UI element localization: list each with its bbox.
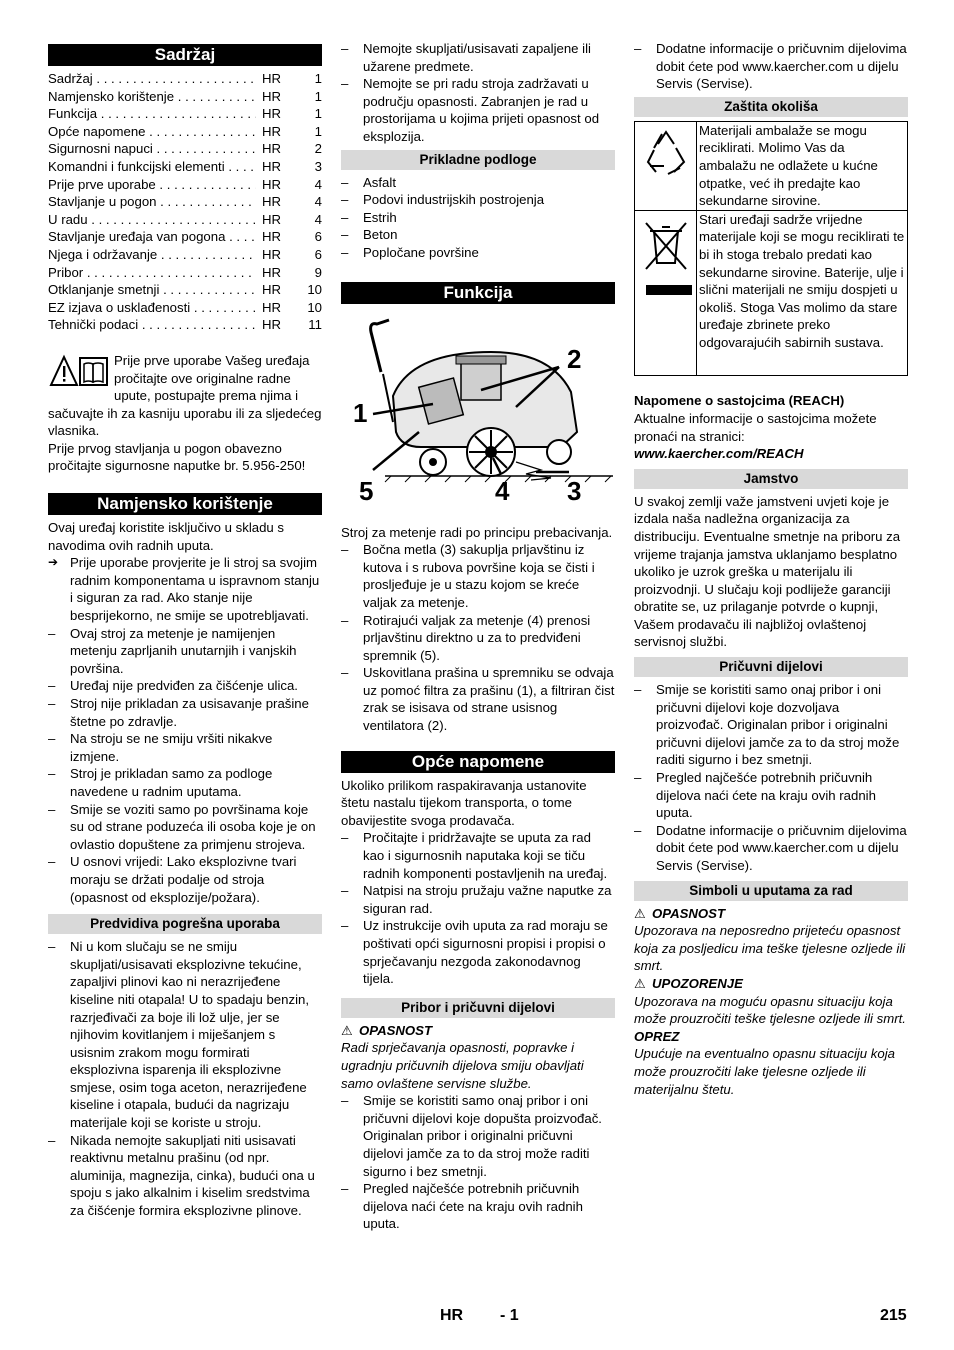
function-list (341, 541, 615, 735)
warranty-heading: Jamstvo (634, 469, 908, 489)
misuse-list (48, 938, 322, 1220)
toc-entry-lang: HR (262, 246, 282, 262)
use-heading: Namjensko korištenje (48, 493, 322, 515)
function-list-item: – Rotirajući valjak za metenje (4) prenosi prljavštinu direktno u za to predviđeni spremnik (5). (341, 612, 615, 665)
toc-row[interactable] (48, 123, 322, 141)
toc-entry-page: 1 (314, 123, 322, 139)
toc-entry-title: Opće napomene . . . (48, 123, 256, 141)
toc-entry-page: 4 (314, 211, 322, 227)
fig-label-3: 3 (567, 475, 582, 506)
use-list (48, 625, 322, 907)
toc-entry-page: 4 (314, 194, 322, 210)
toc-row[interactable] (48, 176, 322, 194)
toc-row[interactable] (48, 246, 322, 264)
warning-triangle-icon-2: ⚠ (634, 975, 646, 991)
column-1 (48, 40, 322, 1220)
accessory-list-item: – Pregled najčešće potrebnih pričuvnih dijelova naći ćete na kraju ovih radnih uputa. (341, 1180, 615, 1233)
toc-entry-page: 10 (307, 282, 322, 298)
use-list-item: – Na stroju se ne smiju vršiti nikakve izmjene. (48, 730, 322, 765)
misuse-list-item: – Nikada nemojte sakupljati niti usisavati reaktivnu metalnu prašinu (od npr. aluminija, magnezija, cinka), budući ona u spoju s jako alkalnim i kiselim sredstvima za čišćenje formira eksplozivne plinove. (48, 1132, 322, 1220)
surface-item: – Asfalt (341, 174, 615, 192)
warning-triangle-icon: ⚠ (341, 1022, 353, 1038)
warning-text: Upozorava na moguću opasnu situaciju koja može prouzročiti teške tjelesne ozljede ili smrt. (634, 993, 906, 1027)
surfaces-heading: Prikladne podloge (341, 150, 615, 170)
toc-entry-lang: HR (262, 176, 282, 192)
use-arrow-item: ➔ Prije uporabe provjerite je li stroj sa svojim radnim komponentama u ispravnom stanju i siguran za rad. Ako stanje nije besprijekorno, ne smije se upotrebljavati. (48, 554, 322, 624)
toc-entry-title: EZ izjava o usklađenosti . . . (48, 299, 256, 317)
accessory-list-item: – Smije se koristiti samo onaj pribor i oni pričuvni dijelovi koje dopušta proizvođač. Originalan pribor i originalni pričuvni dijelovi jamče za to da stroj može raditi sigurno i bez smetnji. (341, 1092, 615, 1180)
general-heading: Opće napomene (341, 751, 615, 773)
toc-entry-page: 3 (314, 158, 322, 174)
fig-label-2: 2 (567, 343, 582, 374)
toc-row[interactable] (48, 228, 322, 246)
toc-entry-title: Sadržaj . . . (48, 70, 256, 88)
toc-entry-title: U radu . . . (48, 211, 256, 229)
toc-entry-title: Prije prve uporabe . . . (48, 176, 256, 194)
acc-warning-text: Radi sprječavanja opasnosti, popravke i ugradnju pričuvnih dijelova smiju obavljati samo ovlaštene servisne službe. (341, 1040, 584, 1091)
toc-entry-lang: HR (262, 282, 282, 298)
footer-page-sub: - 1 (500, 1307, 519, 1324)
fig-label-5: 5 (359, 475, 374, 506)
function-heading: Funkcija (341, 282, 615, 304)
reach-text: Aktualne informacije o sastojcima možete pronaći na stranici: (634, 410, 877, 444)
recycle-icon (635, 121, 697, 210)
footer-lang: HR (440, 1307, 464, 1324)
toc-entry-page: 6 (314, 229, 322, 245)
function-list-item: – Uskovitlana prašina u spremniku se odvaja uz pomoć filtra za prašinu (1), a filtriran čist zrak se isisava od strane usisnog ventilatora (2). (341, 664, 615, 734)
accessories-list (341, 1092, 615, 1233)
use-list-item: – Ovaj stroj za metenje je namijenjen metenju zaprljanih unutarnjih i vanjskih površina. (48, 625, 322, 678)
reach-link[interactable]: www.kaercher.com/REACH (634, 446, 804, 462)
env-text-1: Materijali ambalaže se mogu reciklirati. Molimo Vas da ambalažu ne odlažete u kućne otpatke, već ih predajte kao sekundarne sirovine. (697, 121, 908, 210)
use-list-item: – Smije se voziti samo po površinama koje su od strane poduzeća ili osoba koje je on ovlastio dopuštene za primjenu strojeva. (48, 801, 322, 854)
toc-row[interactable] (48, 193, 322, 211)
spare-info-item: – Dodatne informacije o pričuvnim dijelovima dobit ćete pod www.kaercher.com u dijelu Servis (Servise). (634, 40, 908, 93)
warning-word: UPOZORENJE (652, 975, 743, 991)
surface-item: – Estrih (341, 209, 615, 227)
footer-page-number: 215 (880, 1307, 907, 1324)
toc-entry-title: Tehnički podaci . . . (48, 316, 256, 334)
surface-item: – Beton (341, 226, 615, 244)
spare-list-item: – Pregled najčešće potrebnih pričuvnih dijelova naći ćete na kraju ovih radnih uputa. (634, 769, 908, 822)
toc-entry-title: Namjensko korištenje . . . (48, 88, 256, 106)
toc-entry-title: Njega i održavanje . . . (48, 246, 256, 264)
environment-heading: Zaštita okoliša (634, 97, 908, 117)
toc-entry-page: 10 (307, 299, 322, 315)
top-list-item: – Nemojte skupljati/usisavati zapaljene ili užarene predmete. (341, 40, 615, 75)
toc-entry-lang: HR (262, 229, 282, 245)
toc-entry-title: Komandni i funkcijski elementi . . . (48, 158, 256, 176)
intro-text-1: Prije prve uporabe Vašeg uređaja pročitajte ove originalne radne upute, postupajte prema njima i sačuvajte ih za kasniju uporabu ili za sljedećeg vlasnika. (48, 352, 322, 439)
toc-entry-title: Pribor . . . (48, 264, 256, 282)
danger-label (634, 905, 908, 923)
toc-row[interactable] (48, 140, 322, 158)
accessories-heading: Pribor i pričuvni dijelovi (341, 998, 615, 1018)
toc-entry-lang: HR (262, 123, 282, 139)
warning-label (634, 975, 908, 993)
toc-heading: Sadržaj (48, 44, 322, 66)
column-3 (634, 40, 908, 1098)
toc-entry-title: Funkcija . . . (48, 105, 256, 123)
spare-list-item: – Dodatne informacije o pričuvnim dijelovima dobit ćete pod www.kaercher.com u dijelu Servis (Servise). (634, 822, 908, 875)
general-list (341, 829, 615, 987)
toc-entry-page: 1 (314, 106, 322, 122)
general-list-item: – Pročitajte i pridržavajte se uputa za rad kao i sigurnosnih naputaka koji se tiču radnih komponenti postavljenih na uređaj. (341, 829, 615, 882)
symbols-heading: Simboli u uputama za rad (634, 881, 908, 901)
toc-entry-lang: HR (262, 194, 282, 210)
toc-row[interactable] (48, 105, 322, 123)
use-list-item: – Uređaj nije predviđen za čišćenje ulica. (48, 677, 322, 695)
toc-entry-page: 11 (308, 317, 322, 333)
caution-text: Upućuje na eventualno opasnu situaciju koja može prouzročiti lake tjelesne ozljede ili materijalnu štetu. (634, 1046, 896, 1097)
toc-row[interactable] (48, 299, 322, 317)
toc-entry-page: 1 (314, 88, 322, 104)
danger-word: OPASNOST (652, 905, 726, 921)
toc-row[interactable] (48, 158, 322, 176)
toc-entry-lang: HR (262, 106, 282, 122)
toc-entry-lang: HR (262, 158, 282, 174)
toc-entry-page: 9 (314, 264, 322, 280)
reach-title: Napomene o sastojcima (REACH) (634, 393, 845, 409)
spare-list (634, 681, 908, 875)
warning-manual-icon (48, 354, 110, 388)
general-list-item: – Natpisi na stroju pružaju važne naputke za siguran rad. (341, 882, 615, 917)
toc-entry-lang: HR (262, 264, 282, 280)
fig-label-4: 4 (495, 475, 510, 506)
toc-entry-title: Sigurnosni napuci . . . (48, 140, 256, 158)
sweeper-diagram (341, 312, 615, 512)
misuse-heading: Predvidiva pogrešna uporaba (48, 914, 322, 934)
toc-entry-title: Stavljanje uređaja van pogona . . . (48, 228, 256, 246)
misuse-list-item: – Ni u kom slučaju se ne smiju skupljati/usisavati eksplozivne tekućine, zapaljivi plinovi kao ni nerazrijeđene kiseline niti otapala! U to spadaju benzin, razrjeđivači za boje ili lož ulje, jer se njihovim kovitlanjem i miješanjem s usisnim zrakom mogu formirati eksplozivna isparenja ili eksplozivne smjese, osim toga aceton, nerazrijeđene kiseline i otapala, budući da nagrizaju materijale koji se koriste u stroju. (48, 938, 322, 1132)
toc-row[interactable] (48, 211, 322, 229)
function-list-item: – Bočna metla (3) sakuplja prljavštinu iz kutova i s rubova površine koja se čisti i prosljeđuje je u stazu kojom se kreće valjak za metenje. (341, 541, 615, 611)
toc-entry-page: 2 (314, 141, 322, 157)
use-intro: Ovaj uređaj koristite isključivo u skladu s navodima ovih radnih uputa. (48, 520, 285, 553)
general-intro: Ukoliko prilikom raspakiravanja ustanovite štetu nastalu tijekom transporta, o tome obavijestite svoga prodavača. (341, 777, 587, 828)
intro-block (48, 352, 322, 475)
spare-list-item: – Smije se koristiti samo onaj pribor i oni pričuvni dijelovi koje dozvoljava proizvođač. Originalan pribor i originalni pričuvni dijelovi jamče za to da stroj može raditi sigurno i bez smetnji. (634, 681, 908, 769)
toc-entry-lang: HR (262, 299, 282, 315)
surfaces-list (341, 174, 615, 262)
toc-entry-page: 4 (314, 176, 322, 192)
toc-entry-lang: HR (262, 88, 282, 104)
danger-triangle-icon: ⚠ (634, 905, 646, 921)
toc-entry-lang: HR (262, 141, 282, 157)
function-intro: Stroj za metenje radi po principu prebacivanja. (341, 524, 613, 540)
environment-table (634, 121, 908, 377)
use-list-item: – Stroj nije prikladan za usisavanje prašine štetne po zdravlje. (48, 695, 322, 730)
use-list-item: – U osnovi vrijedi: Lako eksplozivne tvari moraju se držati podalje od stroja (opasnost od eksplozije/požara). (48, 853, 322, 906)
toc-entry-lang: HR (262, 317, 282, 333)
toc-row[interactable] (48, 70, 322, 88)
general-list-item: – Uz instrukcije ovih uputa za rad moraju se poštivati opći sigurnosni propisi i propisi o sprječavanju nezgoda zakonodavnog tijela. (341, 917, 615, 987)
intro-text-2: Prije prvog stavljanja u pogon obavezno pročitajte sigurnosne naputke br. 5.956-250! (48, 440, 306, 474)
table-of-contents (48, 70, 322, 334)
toc-row[interactable] (48, 281, 322, 299)
fig-label-1: 1 (353, 397, 368, 428)
column-2 (341, 40, 615, 1233)
danger-text: Upozorava na neposredno prijeteću opasnost koja za posljedicu ima teške tjelesne ozljede ili smrt. (634, 923, 906, 974)
sweeper-figure (341, 312, 615, 512)
use-list-item: – Stroj je prikladan samo za podloge navedene u radnim uputama. (48, 765, 322, 800)
toc-entry-page: 1 (314, 71, 322, 86)
toc-entry-lang: HR (262, 71, 282, 86)
toc-entry-lang: HR (262, 211, 282, 227)
top-list (341, 40, 615, 146)
surface-item: – Popločane površine (341, 244, 615, 262)
surface-item: – Podovi industrijskih postrojenja (341, 191, 615, 209)
env-text-2: Stari uređaji sadrže vrijedne materijale koji se mogu reciklirati te bi ih stoga trebalo predati kao sekundarne sirovine. Baterije, ulje i slični materijali ne smiju dospjeti u okoliš. Stoga Vas molimo da stare uređaje zbrinete preko odgovarajućih sabirnih sustava. (697, 210, 908, 376)
top-list-item: – Nemojte se pri radu stroja zadržavati u području opasnosti. Zabranjen je rad u prostorijama u kojima prijeti opasnost od eksplozija. (341, 75, 615, 145)
crossed-bin-icon (635, 210, 697, 376)
spare-heading: Pričuvni dijelovi (634, 657, 908, 677)
toc-row[interactable] (48, 264, 322, 282)
acc-warning-word: OPASNOST (359, 1022, 433, 1038)
toc-entry-page: 6 (314, 246, 322, 262)
toc-row[interactable] (48, 88, 322, 106)
acc-warning-label (341, 1022, 615, 1040)
caution-label: OPREZ (634, 1028, 680, 1044)
toc-entry-title: Otklanjanje smetnji . . . (48, 281, 256, 299)
toc-row[interactable] (48, 316, 322, 334)
toc-entry-title: Stavljanje u pogon . . . (48, 193, 256, 211)
warranty-text: U svakoj zemlji važe jamstveni uvjeti koje je izdala naša nadležna organizacija za distribuciju. Eventualne smetnje na priboru za vrijeme trajanja jamstva uklanjamo besplatno ukoliko je uzrok greška u materijalu ili proizvodnji. U slučaju koji podliježe garanciji obratite se, uz prilaganje potvrde o kupnji, Vašem prodavaču ili najbližoj ovlaštenoj servisnoj službi. (634, 493, 901, 650)
